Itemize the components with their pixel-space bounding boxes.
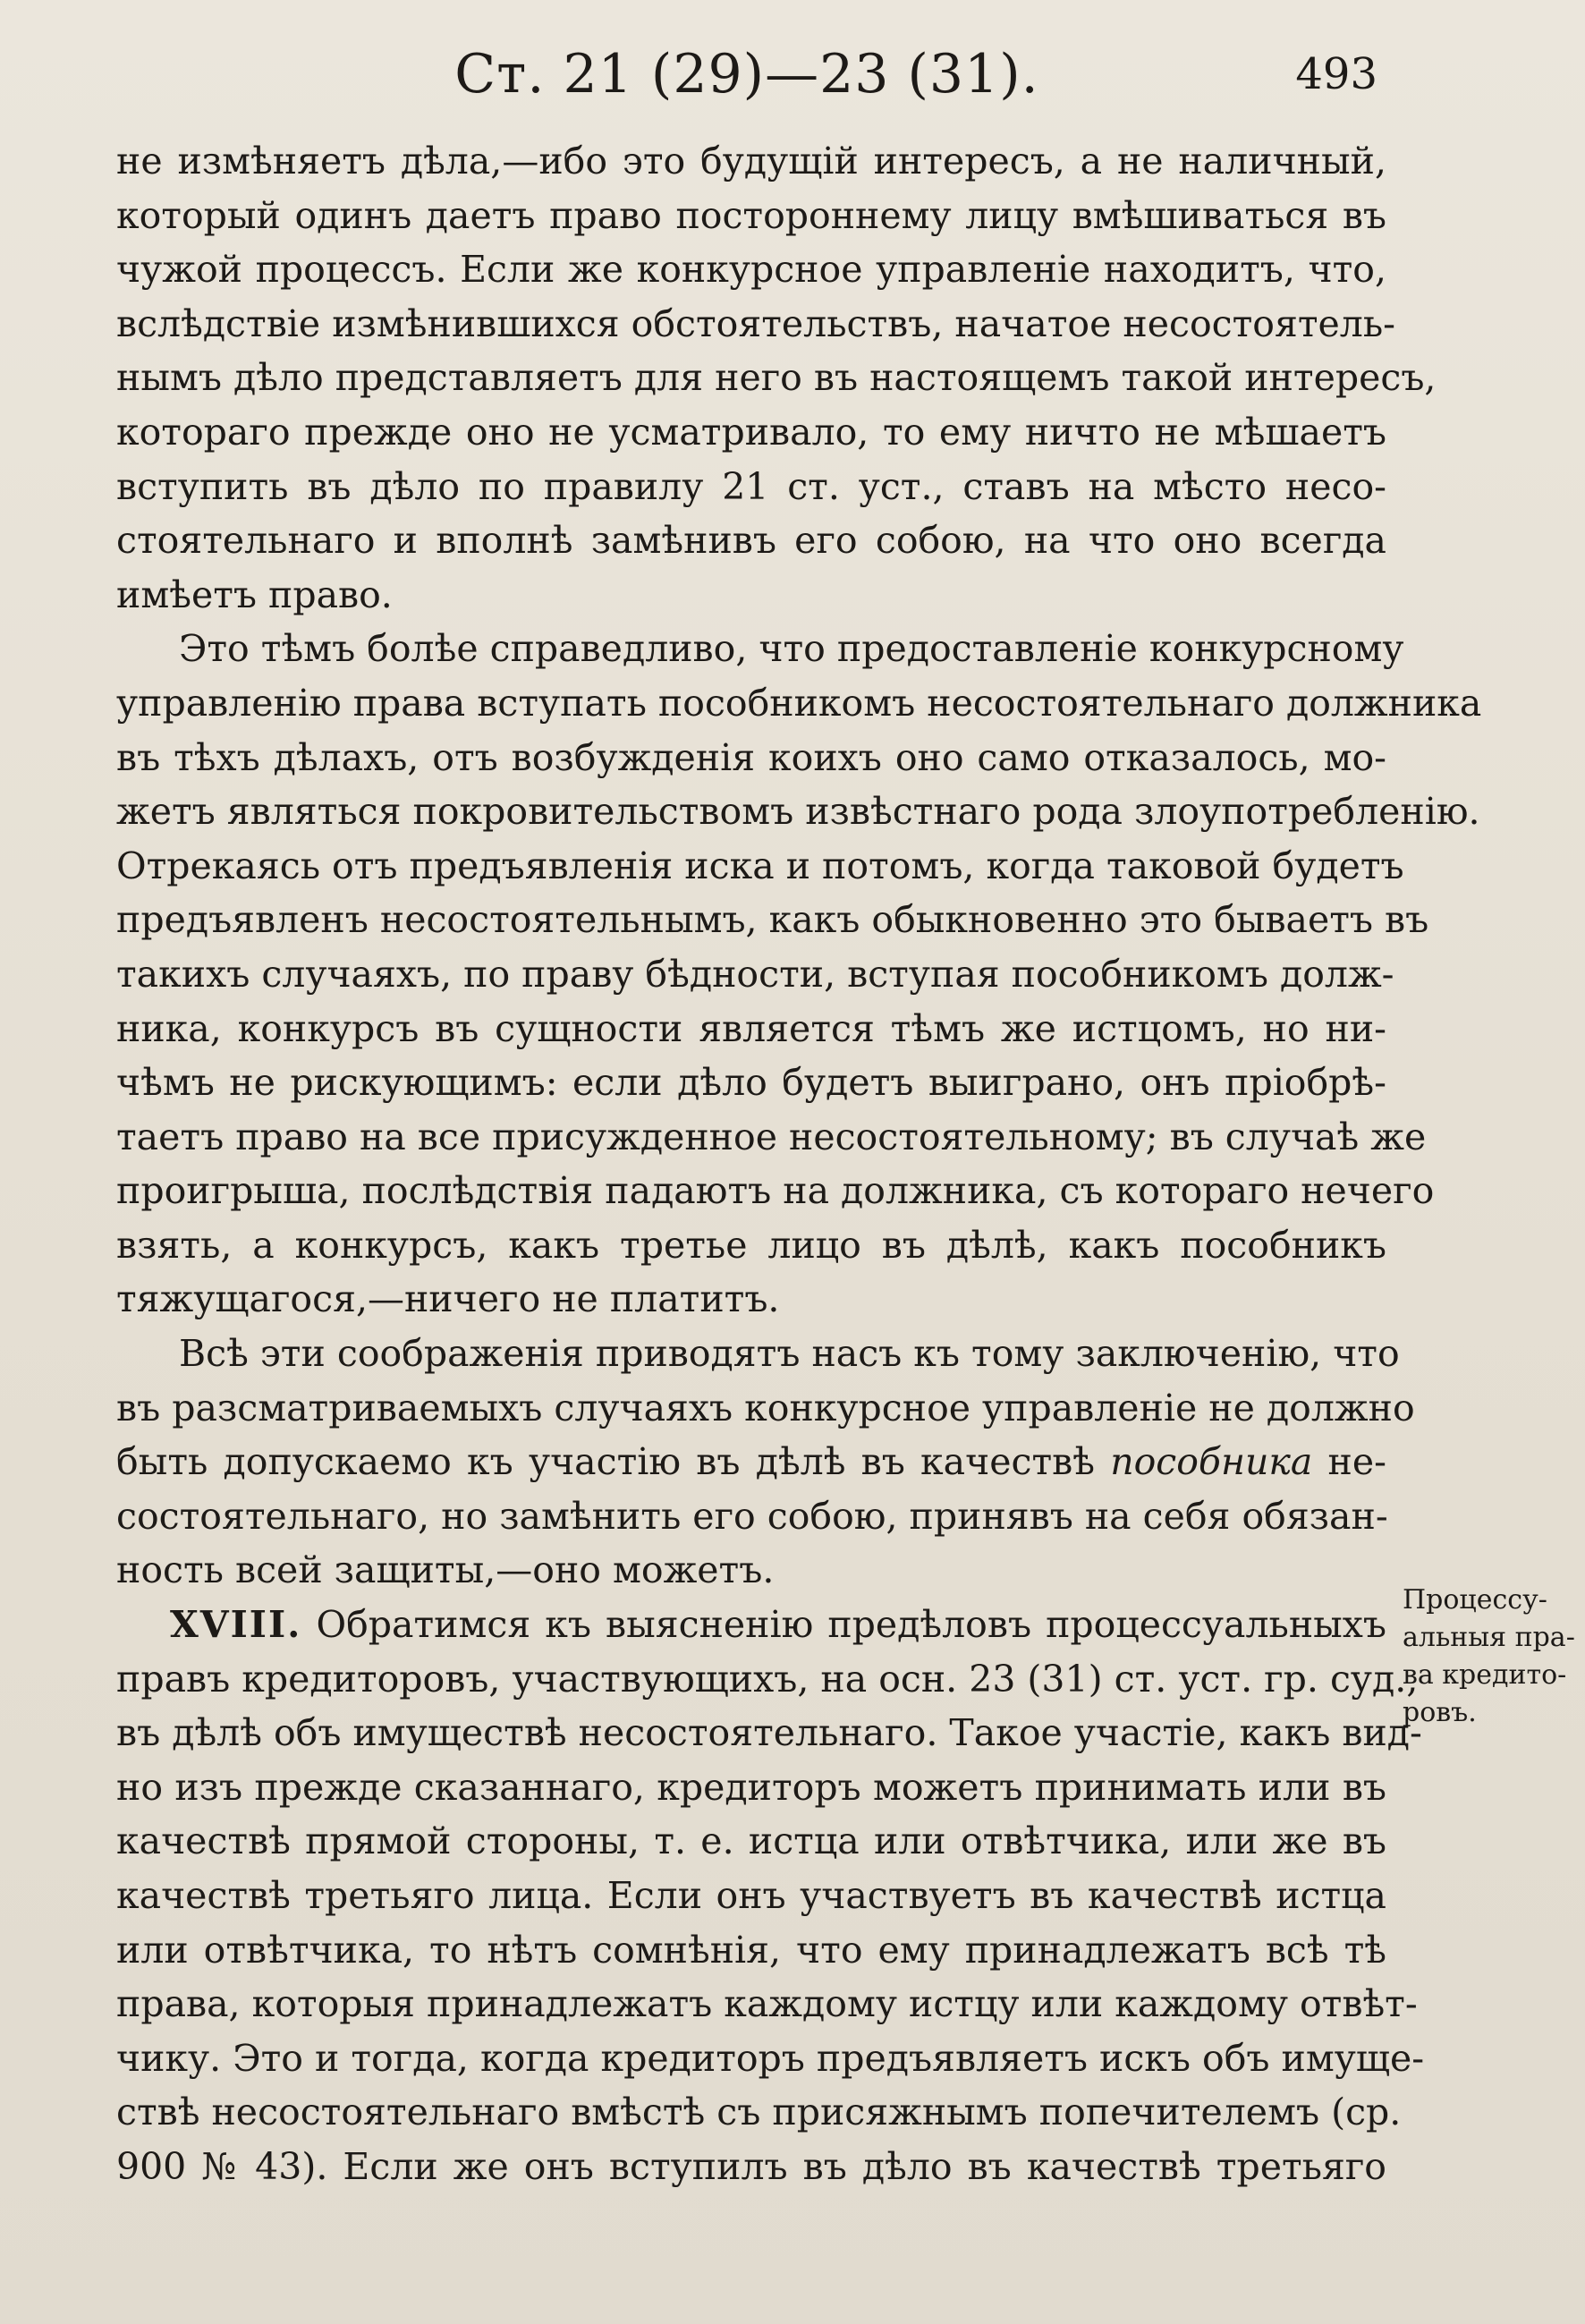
text-line: ность всей защиты,—оно можетъ. bbox=[116, 1548, 775, 1592]
text-line: состоятельнаго, но замѣнить его собою, принявъ на себя обязан- bbox=[116, 1494, 1388, 1538]
text-line: взять, а конкурсъ, какъ третье лицо въ дѣлѣ, какъ пособникъ bbox=[116, 1223, 1386, 1267]
text-line: вступить въ дѣло по правилу 21 ст. уст., ставъ на мѣсто несо- bbox=[116, 464, 1386, 508]
text-line: не измѣняетъ дѣла,—ибо это будущій интересъ, а не наличный, bbox=[116, 140, 1386, 182]
page-number: 493 bbox=[1295, 49, 1377, 99]
running-head bbox=[116, 34, 1377, 115]
text-segment: быть допускаемо къ участію въ дѣлѣ въ качествѣ bbox=[116, 1440, 1095, 1484]
text-line: котораго прежде оно не усматривало, то ему ничто не мѣшаетъ bbox=[116, 410, 1386, 454]
margin-note-line: Процессу- bbox=[1403, 1584, 1547, 1616]
text-line: качествѣ третьяго лица. Если онъ участвуетъ въ качествѣ истца bbox=[116, 1874, 1386, 1917]
emphasis-word: пособника bbox=[1110, 1440, 1313, 1484]
text-line: чужой процессъ. Если же конкурсное управленіе находитъ, что, bbox=[116, 248, 1386, 292]
margin-note-line: альныя пра- bbox=[1403, 1622, 1575, 1653]
text-line: предъявленъ несостоятельнымъ, какъ обыкновенно это бываетъ въ bbox=[116, 898, 1429, 942]
text-line: но изъ прежде сказаннаго, кредиторъ можетъ принимать или въ bbox=[116, 1765, 1386, 1809]
text-line: такихъ случаяхъ, по праву бѣдности, вступая пособникомъ долж- bbox=[116, 952, 1394, 996]
text-line: права, которыя принадлежатъ каждому истцу или каждому отвѣт- bbox=[116, 1982, 1418, 2026]
text-line: вслѣдствіе измѣнившихся обстоятельствъ, начатое несостоятель- bbox=[116, 301, 1395, 345]
section-heading-line bbox=[116, 1598, 1386, 1652]
text-line: ника, конкурсъ въ сущности является тѣмъ же истцомъ, но ни- bbox=[116, 1006, 1386, 1050]
text-segment: не- bbox=[1327, 1440, 1386, 1484]
text-line: или отвѣтчика, то нѣтъ сомнѣнія, что ему принадлежатъ всѣ тѣ bbox=[116, 1928, 1386, 1972]
text-line: ствѣ несостоятельнаго вмѣстѣ съ присяжнымъ попечителемъ (ср. bbox=[116, 2091, 1402, 2134]
text-line: въ тѣхъ дѣлахъ, отъ возбужденія коихъ оно само отказалось, мо- bbox=[116, 735, 1386, 779]
body-text bbox=[116, 134, 1482, 2194]
text-line: имѣетъ право. bbox=[116, 573, 393, 616]
text-line: который одинъ даетъ право постороннему лицу вмѣшиваться въ bbox=[116, 193, 1386, 237]
text-line: Всѣ эти соображенія приводятъ насъ къ тому заключенію, что bbox=[179, 1332, 1400, 1376]
text-line: качествѣ прямой стороны, т. е. истца или отвѣтчика, или же въ bbox=[116, 1819, 1386, 1863]
margin-note-line: ва кредито- bbox=[1403, 1659, 1567, 1691]
section-numeral: XVIII. bbox=[170, 1603, 302, 1647]
text-line: управленію права вступать пособникомъ несостоятельнаго должника bbox=[116, 681, 1482, 725]
text-line: чѣмъ не рискующимъ: если дѣло будетъ выиграно, онъ пріобрѣ- bbox=[116, 1061, 1386, 1105]
text-segment: Обратимся къ выясненію предѣловъ процессуальныхъ bbox=[316, 1603, 1386, 1647]
text-line: въ разсматриваемыхъ случаяхъ конкурсное управленіе не должно bbox=[116, 1386, 1415, 1429]
text-line: чику. Это и тогда, когда кредиторъ предъявляетъ искъ объ имуще- bbox=[116, 2036, 1425, 2080]
text-line: 900 № 43). Если же онъ вступилъ въ дѣло въ качествѣ третьяго bbox=[116, 2144, 1386, 2188]
text-line: тяжущагося,—ничего не платитъ. bbox=[116, 1277, 780, 1321]
text-line: стоятельнаго и вполнѣ замѣнивъ его собою, на что оно всегда bbox=[116, 519, 1386, 563]
text-line: жетъ являться покровительствомъ извѣстнаго рода злоупотребленію. bbox=[116, 790, 1480, 834]
text-line-with-emphasis bbox=[116, 1435, 1386, 1489]
text-line: Отрекаясь отъ предъявленія иска и потомъ, когда таковой будетъ bbox=[116, 844, 1404, 887]
text-line: таетъ право на все присужденное несостоятельному; въ случаѣ же bbox=[116, 1115, 1427, 1158]
margin-note-line: ровъ. bbox=[1403, 1697, 1477, 1728]
text-line: правъ кредиторовъ, участвующихъ, на осн. 23 (31) ст. уст. гр. суд., bbox=[116, 1657, 1419, 1701]
text-line: въ дѣлѣ объ имуществѣ несостоятельнаго. Такое участіе, какъ вид- bbox=[116, 1711, 1422, 1755]
margin-note bbox=[1403, 1582, 1585, 1732]
text-line: нымъ дѣло представляетъ для него въ настоящемъ такой интересъ, bbox=[116, 356, 1437, 400]
text-line: Это тѣмъ болѣе справедливо, что предоставленіе конкурсному bbox=[179, 627, 1404, 671]
running-title: Ст. 21 (29)—23 (31). bbox=[454, 43, 1039, 106]
text-line: проигрыша, послѣдствія падаютъ на должника, съ котораго нечего bbox=[116, 1169, 1435, 1213]
